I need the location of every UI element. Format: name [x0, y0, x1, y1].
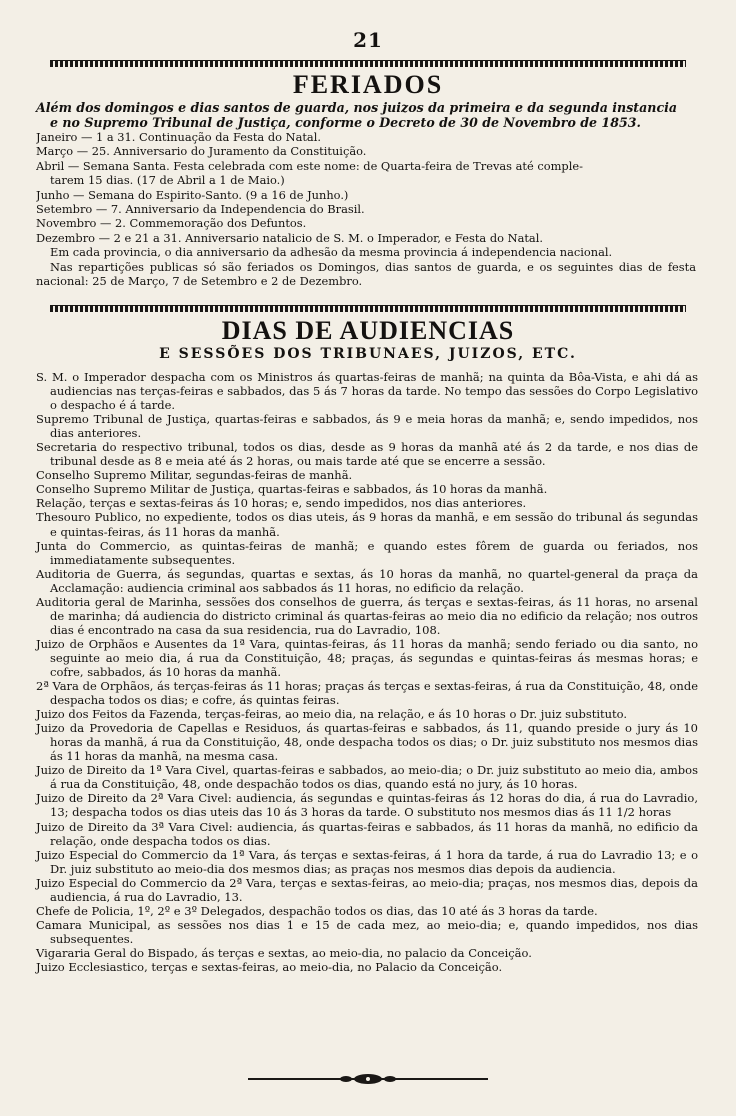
audiencia-entry: Junta do Commercio, as quintas-feiras de manhã; e quando estes fôrem de guarda ou feriados, nos immediatamente subsequentes. [36, 538, 698, 567]
audiencia-entry: Auditoria geral de Marinha, sessões dos conselhos de guerra, ás terças e sextas-feiras, ás 11 horas, no arsenal de marinha; dá audiencia do districto criminal ás quartas-feiras ao meio dia no edificio da relação; nos outros dias é encontrado na casa da sua residencia, rua do Lavradio, 108. [36, 594, 698, 637]
feriado-item: Janeiro — 1 a 31. Continuação da Festa do Natal. [36, 130, 321, 144]
intro-line-1: Além dos domingos e dias santos de guarda, nos juizos da primeira e da segunda instancia [36, 100, 678, 115]
audiencia-entry: Chefe de Policia, 1º, 2º e 3º Delegados, despachão todos os dias, das 10 até ás 3 horas da tarde. [36, 903, 598, 918]
audiencias-subtitle: E SESSÕES DOS TRIBUNAES, JUIZOS, ETC. [159, 346, 577, 362]
top-rule [50, 60, 686, 67]
audiencia-entry: Juizo Ecclesiastico, terças e sextas-feiras, ao meio-dia, no Palacio da Conceição. [36, 959, 503, 974]
audiencia-entry: Juizo da Provedoria de Capellas e Residuos, ás quartas-feiras e sabbados, ás 11, quando preside o jury ás 10 horas da manhã, á rua da Constituição, 48, onde despacha todos os dias; o Dr. juiz substituto nos mesmos dias ás 11 horas da manhã, na mesma casa. [36, 721, 698, 764]
page-number: 21 [353, 28, 383, 52]
audiencia-entry: 2ª Vara de Orphãos, ás terças-feiras ás 11 horas; praças ás terças e sextas-feiras, á rua da Constituição, 48, onde despacha todos os dias; e cofre, ás quintas feiras. [36, 679, 698, 708]
intro-line-2: e no Supremo Tribunal de Justiça, conforme o Decreto de 30 de Novembro de 1853. [50, 115, 641, 130]
feriado-item: Dezembro — 2 e 21 a 31. Anniversario natalicio de S. M. o Imperador, e Festa do Natal. [36, 230, 543, 245]
audiencia-entry: Secretaria do respectivo tribunal, todos os dias, desde as 9 horas da manhã até ás 2 da tarde, e nos dias de tribunal desde as 8 e meia até ás 2 horas, ou mais tarde até que se encerre a sessão. [36, 440, 698, 469]
audiencia-entry: Juizo Especial do Commercio da 2ª Vara, terças e sextas-feiras, ao meio-dia; praças, nos mesmos dias, depois da audiencia, á rua do Lavradio, 13. [36, 875, 698, 904]
audiencia-entry: Juizo de Orphãos e Ausentes da 1ª Vara, quintas-feiras, ás 11 horas da manhã; sendo feriado ou dia santo, no seguinte ao meio dia, á rua da Constituição, 48; praças, ás segundas e quintas-feiras ás mesmas horas; e cofre, sabbados, ás 10 horas da manhã. [36, 636, 698, 679]
feriados-intro [36, 100, 696, 130]
audiencia-entry: Juizo Especial do Commercio da 1ª Vara, ás terças e sextas-feiras, á 1 hora da tarde, á rua do Lavradio 13; e o Dr. juiz substituto ao meio-dia dos mesmos dias; as praças nos mesmos dias depois da audiencia. [36, 847, 698, 876]
audiencia-entry: Thesouro Publico, no expediente, todos os dias uteis, ás 9 horas da manhã, e em sessão do tribunal ás segundas e quintas-feiras, ás 11 horas da manhã. [36, 510, 698, 539]
audiencia-entry: Camara Municipal, as sessões nos dias 1 e 15 de cada mez, ao meio-dia; e, quando impedidos, nos dias subsequentes. [36, 917, 698, 946]
audiencia-entry: Relação, terças e sextas-feiras ás 10 horas; e, sendo impedidos, nos dias anteriores. [36, 496, 527, 511]
audiencia-entry: Juizo de Direito da 3ª Vara Civel: audiencia, ás quartas-feiras e sabbados, ás 11 horas da manhã, no edificio da relação, onde despacha todos os dias. [36, 819, 698, 848]
audiencia-entry: Supremo Tribunal de Justiça, quartas-feiras e sabbados, ás 9 e meia horas da manhã; e, sendo impedidos, nos dias anteriores. [36, 412, 698, 441]
feriado-item: Setembro — 7. Anniversario da Independencia do Brasil. [36, 202, 365, 217]
audiencia-entry: Conselho Supremo Militar de Justiça, quartas-feiras e sabbados, ás 10 horas da manhã. [36, 482, 548, 497]
feriados-list [36, 130, 696, 288]
feriados-title: FERIADOS [292, 70, 444, 99]
audiencia-entry: Juizo dos Feitos da Fazenda, terças-feiras, ao meio dia, na relação, e ás 10 horas o Dr. juiz substituto. [36, 707, 628, 722]
audiencia-entry: S. M. o Imperador despacha com os Ministros ás quartas-feiras de manhã; na quinta da Bôa-Vista, e ahi dá as audiencias nas terças-feiras e sabbados, das 5 ás 7 horas da tarde. No tempo das sessões do Corpo Legislativo o despacho é á tarde. [36, 370, 698, 413]
feriado-item: Abril — Semana Santa. Festa celebrada com este nome: de Quarta-feira de Trevas até comple- [36, 158, 583, 173]
feriados-paragraph: Em cada provincia, o dia anniversario da adhesão da mesma provincia á independencia nacional. [50, 245, 613, 260]
ornament-divider-icon [248, 1072, 488, 1086]
audiencia-entry: Conselho Supremo Militar, segundas-feiras de manhã. [36, 468, 353, 483]
section-rule [50, 305, 686, 312]
audiencia-entry: Vigararia Geral do Bispado, ás terças e sextas, ao meio-dia, no palacio da Conceição. [36, 945, 532, 960]
audiencia-entry: Juizo de Direito da 2ª Vara Civel: audiencia, ás segundas e quintas-feiras ás 12 horas do dia, á rua do Lavradio, 13; despacha todos os dias uteis das 10 ás 3 horas da tarde. O substituto nos mesmos dias ás 11 1/2 horas [36, 791, 698, 820]
audiencia-entry: Auditoria de Guerra, ás segundas, quartas e sextas, ás 10 horas da manhã, no quartel-general da praça da Acclamação: audiencia criminal aos sabbados ás 11 horas, no edificio da relação. [36, 566, 698, 595]
feriado-item-continuation: tarem 15 dias. (17 de Abril a 1 de Maio.) [50, 173, 285, 188]
feriado-item: Novembro — 2. Commemoração dos Defuntos. [36, 216, 307, 231]
feriados-paragraph: Nas repartições publicas só são feriados os Domingos, dias santos de guarda, e os seguintes dias de festa nacional: 25 de Março, 7 de Setembro e 2 de Dezembro. [36, 259, 696, 289]
audiencias-title: DIAS DE AUDIENCIAS [221, 316, 515, 345]
feriado-item: Junho — Semana do Espirito-Santo. (9 a 16 de Junho.) [36, 187, 349, 202]
audiencia-entry: Juizo de Direito da 1ª Vara Civel, quartas-feiras e sabbados, ao meio-dia; o Dr. juiz substituto ao meio dia, ambos á rua da Constituição, 48, onde despachão todos os dias, quando está no jury, ás 10 horas. [36, 763, 698, 792]
audiencias-list [36, 370, 698, 974]
feriado-item: Março — 25. Anniversario do Juramento da Constituição. [36, 144, 367, 159]
